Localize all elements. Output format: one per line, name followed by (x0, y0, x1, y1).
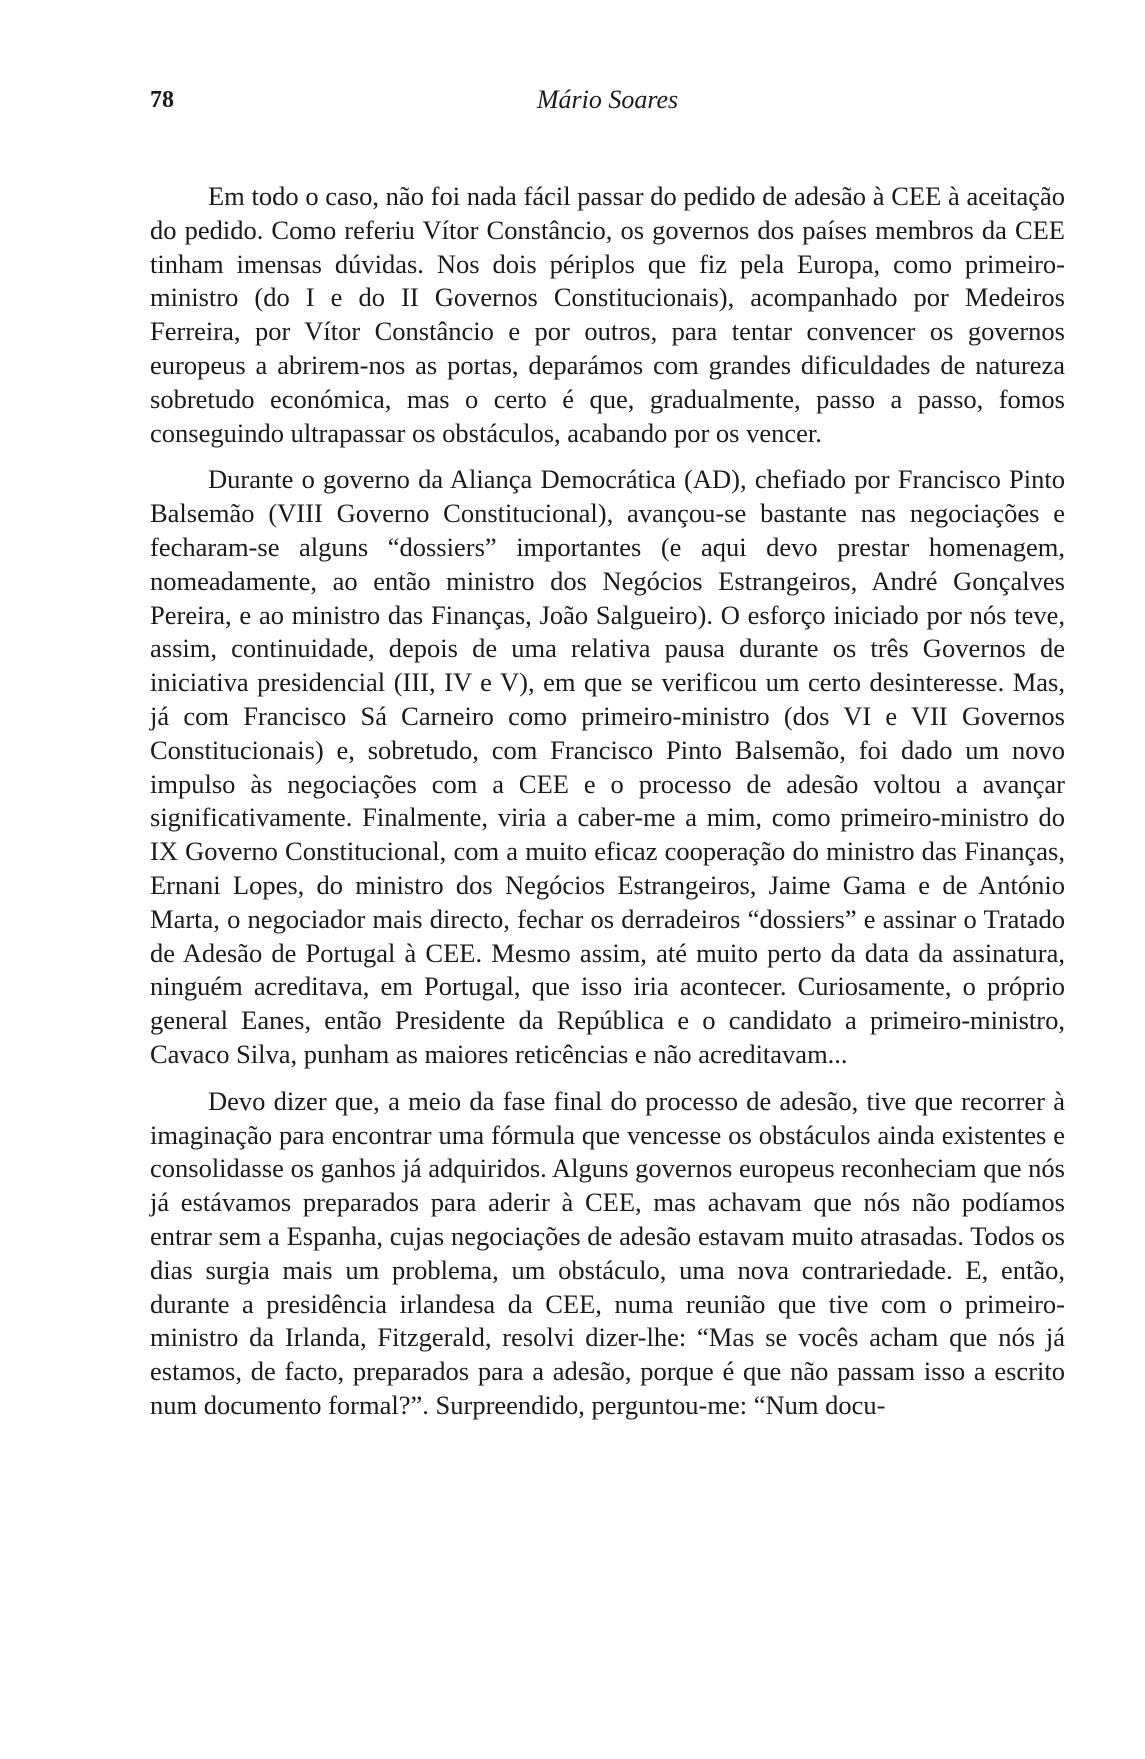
running-head (150, 80, 1065, 120)
paragraph-1: Em todo o caso, não foi nada fácil passar do pedido de adesão à CEE à aceitação do pedido. Como referiu Vítor Constâncio, os governos dos países membros da CEE tinham imensas dúvidas. Nos dois périplos que fiz pela Europa, como primeiro-ministro (do I e do II Governos Constitucionais), acompanhado por Medeiros Ferreira, por Vítor Constâncio e por outros, para tentar convencer os governos europeus a abrirem-nos as portas, deparámos com grandes dificuldades de natureza sobretudo económica, mas o certo é que, gradualmente, passo a passo, fomos conseguindo ultrapassar os obstáculos, acabando por os vencer. (150, 181, 1065, 448)
paragraph-3: Devo dizer que, a meio da fase final do processo de adesão, tive que recorrer à imaginação para encontrar uma fórmula que vencesse os obstáculos ainda existentes e consolidasse os ganhos já adquiridos. Alguns governos europeus reconheciam que nós já estávamos preparados para aderir à CEE, mas achavam que nós não podíamos entrar sem a Espanha, cujas negociações de adesão estavam muito atrasadas. Todos os dias surgia mais um problema, um obstáculo, uma nova contrariedade. E, então, durante a presidência irlandesa da CEE, numa reunião que tive com o primeiro-ministro da Irlanda, Fitzgerald, resolvi dizer-lhe: “Mas se vocês acham que nós já estamos, de facto, preparados para a adesão, porque é que não passam isso a escrito num documento formal?”. Surpreendido, perguntou-me: “Num docu- (150, 1085, 1065, 1420)
running-title: Mário Soares (536, 85, 679, 114)
page-number: 78 (150, 87, 174, 113)
paragraph-2: Durante o governo da Aliança Democrática (AD), chefiado por Francisco Pinto Balsemão (VIII Governo Constitucional), avançou-se bastante nas negociações e fecharam-se alguns “dossiers” importantes (e aqui devo prestar homenagem, nomeadamente, ao então ministro dos Negócios Estrangeiros, André Gonçalves Pereira, e ao ministro das Finanças, João Salgueiro). O esforço iniciado por nós teve, assim, continuidade, depois de uma relativa pausa durante os três Governos de iniciativa presidencial (III, IV e V), em que se verificou um certo desinteresse. Mas, já com Francisco Sá Carneiro como primeiro-ministro (dos VI e VII Governos Constitucionais) e, sobretudo, com Francisco Pinto Balsemão, foi dado um novo impulso às negociações com a CEE e o processo de adesão voltou a avançar significativamente. Finalmente, viria a caber-me a mim, como primeiro-ministro do IX Governo Constitucional, com a muito eficaz cooperação do ministro das Finanças, Ernani Lopes, do ministro dos Negócios Estrangeiros, Jaime Gama e de António Marta, o negociador mais directo, fechar os derradeiros “dossiers” e assinar o Tratado de Adesão de Portugal à CEE. Mesmo assim, até muito perto da data da assinatura, ninguém acreditava, em Portugal, que isso iria acontecer. Curiosamente, o próprio general Eanes, então Presidente da República e o candidato a primeiro-ministro, Cavaco Silva, punham as maiores reticências e não acreditavam... (150, 464, 1065, 1069)
body-text (150, 180, 1065, 1436)
